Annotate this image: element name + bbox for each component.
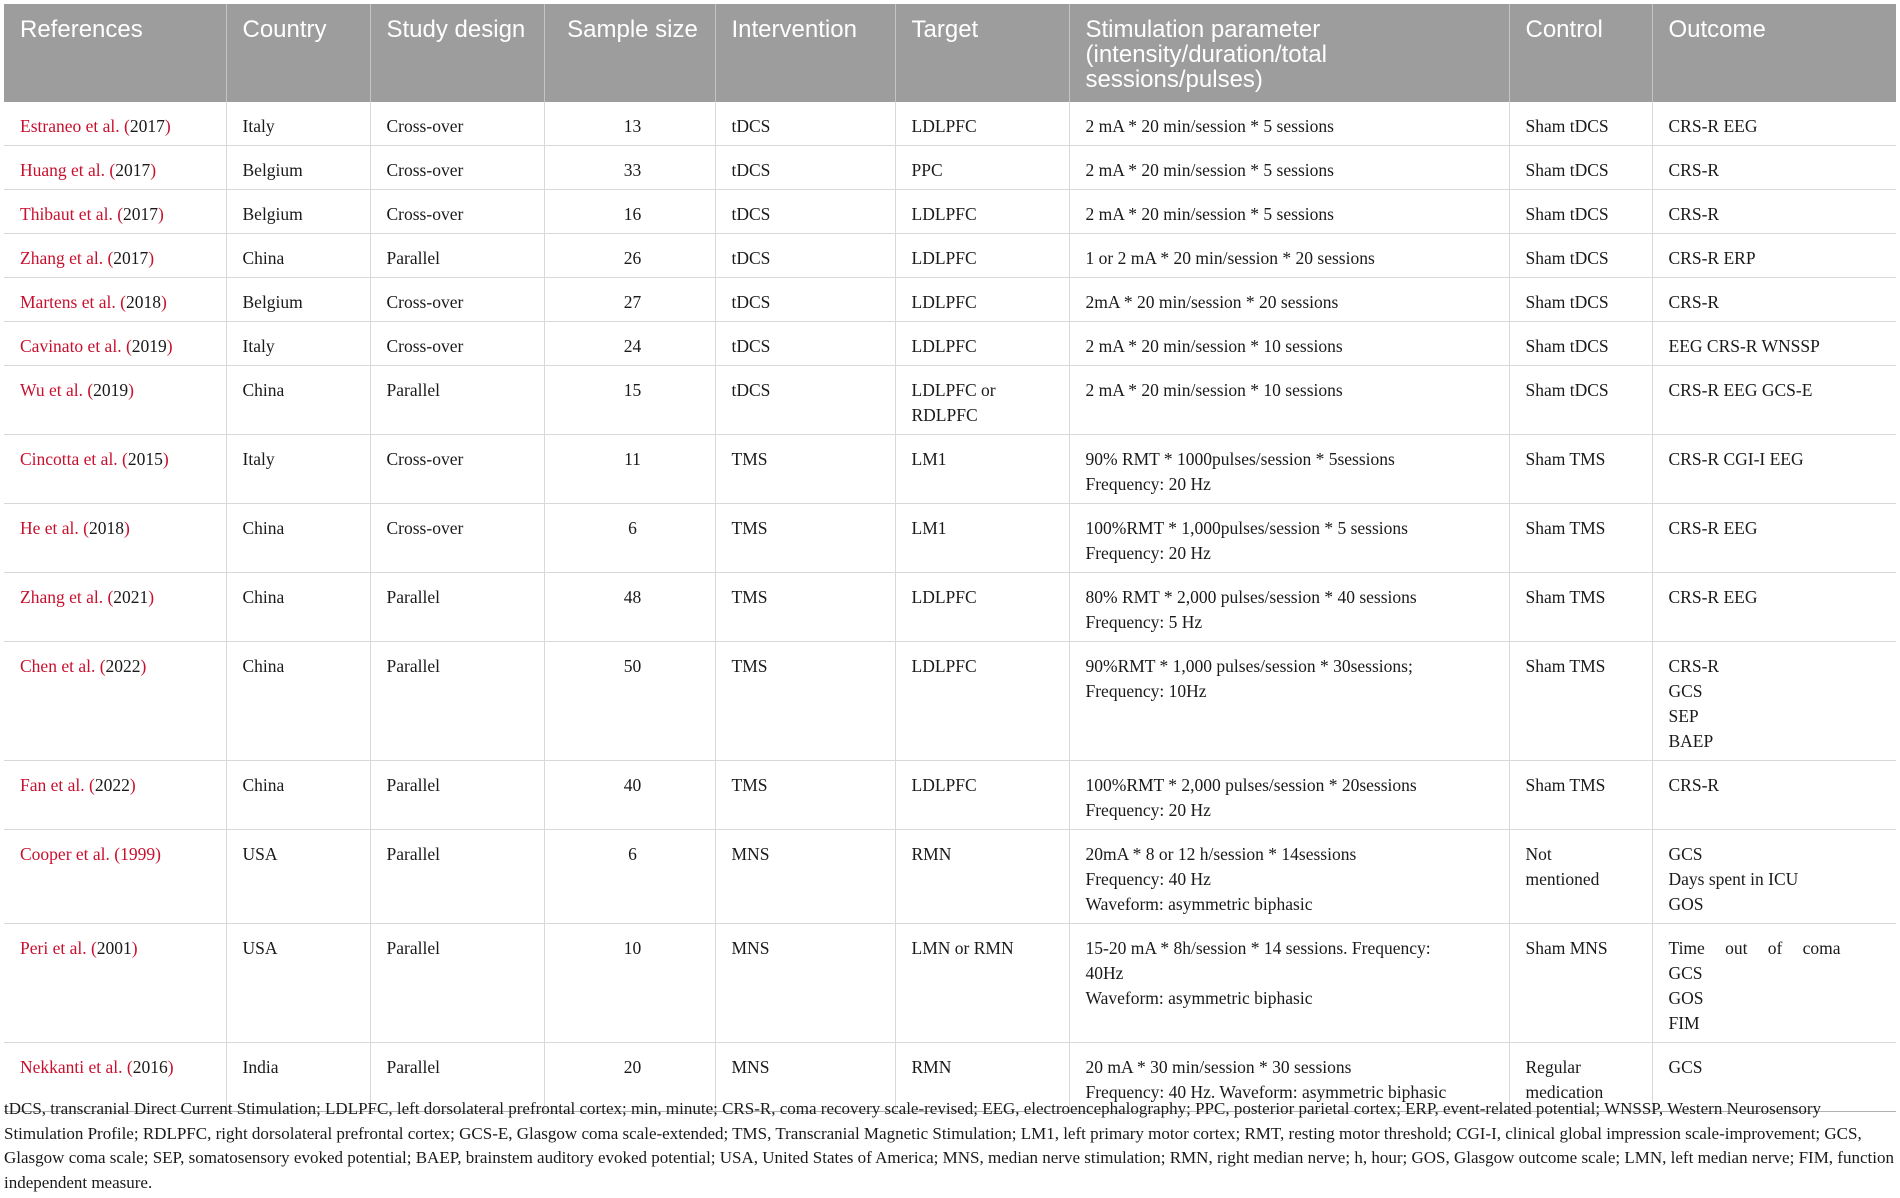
cell-reference <box>4 435 226 504</box>
reference-author[interactable]: Zhang et al. ( <box>20 587 114 607</box>
cell-study-design: Parallel <box>370 830 544 924</box>
cell-sample-size: 11 <box>544 435 715 504</box>
header-sample-size: Sample size <box>544 4 715 102</box>
cell-intervention: TMS <box>715 573 895 642</box>
reference-close: ) <box>131 938 138 958</box>
cell-country: China <box>226 234 370 278</box>
cell-control: Sham tDCS <box>1509 322 1652 366</box>
cell-country: Italy <box>226 435 370 504</box>
cell-target: LM1 <box>895 504 1069 573</box>
reference-year: 2017 <box>113 248 149 268</box>
table-row <box>4 435 1896 504</box>
cell-country: Belgium <box>226 278 370 322</box>
cell-sample-size: 27 <box>544 278 715 322</box>
cell-control: Sham TMS <box>1509 435 1652 504</box>
cell-outcome: CRS-R CGI-I EEG <box>1652 435 1896 504</box>
header-outcome: Outcome <box>1652 4 1896 102</box>
cell-outcome: CRS-R <box>1652 761 1896 830</box>
cell-study-design: Cross-over <box>370 102 544 146</box>
cell-study-design: Cross-over <box>370 146 544 190</box>
reference-author[interactable]: Cavinato et al. ( <box>20 336 132 356</box>
reference-close: ) <box>128 380 134 400</box>
cell-study-design: Parallel <box>370 573 544 642</box>
reference-close: ) <box>167 1057 174 1077</box>
cell-sample-size: 6 <box>544 830 715 924</box>
cell-reference <box>4 234 226 278</box>
cell-intervention: tDCS <box>715 146 895 190</box>
reference-year: 2015 <box>127 449 163 469</box>
reference-close: ) <box>140 656 147 676</box>
cell-control: Sham tDCS <box>1509 278 1652 322</box>
cell-intervention: TMS <box>715 642 895 761</box>
reference-close: ) <box>164 116 171 136</box>
cell-stimulation-parameter: 20 mA * 30 min/session * 30 sessions Frequency: 40 Hz. Waveform: asymmetric biphasic <box>1069 1043 1509 1112</box>
cell-outcome: CRS-R EEG <box>1652 504 1896 573</box>
cell-outcome: CRS-R <box>1652 190 1896 234</box>
reference-close: ) <box>148 248 155 268</box>
reference-close: ) <box>129 775 136 795</box>
table-row <box>4 190 1896 234</box>
reference-year: 2022 <box>105 656 141 676</box>
cell-intervention: tDCS <box>715 190 895 234</box>
cell-reference <box>4 102 226 146</box>
cell-intervention: MNS <box>715 1043 895 1112</box>
reference-year: 2018 <box>89 518 124 538</box>
cell-stimulation-parameter: 2 mA * 20 min/session * 10 sessions <box>1069 322 1509 366</box>
cell-study-design: Cross-over <box>370 435 544 504</box>
cell-stimulation-parameter: 2 mA * 20 min/session * 5 sessions <box>1069 190 1509 234</box>
table-footnote: tDCS, transcranial Direct Current Stimulation; LDLPFC, left dorsolateral prefrontal cortex; min, minute; CRS-R, coma recovery scale-revised; EEG, electroencephalography; PPC, posterior parietal cortex; ERP, event-related potential; WNSSP, Western Neurosensory Stimulation Profile; RDLPFC, right dorsolateral prefrontal cortex; GCS-E, Glasgow coma scale-extended; TMS, Transcranial Magnetic Stimulation; LM1, left primary motor cortex; RMT, resting motor threshold; CGI-I, clinical global impression scale-improvement; GCS, Glasgow coma scale; SEP, somatosensory evoked potential; BAEP, brainstem auditory evoked potential; USA, United States of America; MNS, median nerve stimulation; RMN, right median nerve; h, hour; GOS, Glasgow outcome scale; LMN, left median nerve; FIM, function independent measure. <box>4 1099 1894 1192</box>
table-row <box>4 322 1896 366</box>
cell-control: Sham TMS <box>1509 761 1652 830</box>
cell-outcome <box>1652 924 1896 1043</box>
header-references: References <box>4 4 226 102</box>
cell-target: LDLPFC <box>895 190 1069 234</box>
reference-year: 2001 <box>96 938 132 958</box>
reference-year: 2018 <box>125 292 161 312</box>
cell-country: USA <box>226 924 370 1043</box>
cell-target: LMN or RMN <box>895 924 1069 1043</box>
studies-table <box>4 4 1896 1112</box>
cell-control: Sham tDCS <box>1509 102 1652 146</box>
cell-sample-size: 40 <box>544 761 715 830</box>
reference-year: 2022 <box>94 775 130 795</box>
cell-stimulation-parameter: 90%RMT * 1,000 pulses/session * 30sessions; Frequency: 10Hz <box>1069 642 1509 761</box>
cell-control: Sham TMS <box>1509 642 1652 761</box>
cell-stimulation-parameter: 100%RMT * 2,000 pulses/session * 20sessions Frequency: 20 Hz <box>1069 761 1509 830</box>
reference-close: ) <box>124 518 130 538</box>
table-row <box>4 761 1896 830</box>
cell-intervention: TMS <box>715 435 895 504</box>
cell-intervention: tDCS <box>715 234 895 278</box>
cell-country: China <box>226 642 370 761</box>
cell-outcome: CRS-R EEG <box>1652 573 1896 642</box>
table-row <box>4 146 1896 190</box>
cell-control: Sham tDCS <box>1509 234 1652 278</box>
outcome-line: Time out of coma <box>1668 938 1841 958</box>
reference-close: ) <box>160 292 167 312</box>
reference-close: ) <box>158 204 164 224</box>
reference-author[interactable]: Peri et al. ( <box>20 938 97 958</box>
cell-stimulation-parameter: 2 mA * 20 min/session * 10 sessions <box>1069 366 1509 435</box>
cell-control: Sham TMS <box>1509 573 1652 642</box>
cell-reference <box>4 146 226 190</box>
reference-author[interactable]: Thibaut et al. ( <box>20 204 124 224</box>
cell-study-design: Cross-over <box>370 278 544 322</box>
cell-control: Regular medication <box>1509 1043 1652 1112</box>
cell-stimulation-parameter: 1 or 2 mA * 20 min/session * 20 sessions <box>1069 234 1509 278</box>
cell-sample-size: 13 <box>544 102 715 146</box>
header-country: Country <box>226 4 370 102</box>
cell-target: RMN <box>895 1043 1069 1112</box>
cell-control: Not mentioned <box>1509 830 1652 924</box>
cell-control: Sham tDCS <box>1509 366 1652 435</box>
cell-outcome: CRS-R EEG <box>1652 102 1896 146</box>
cell-intervention: tDCS <box>715 366 895 435</box>
reference-author[interactable]: Fan et al. ( <box>20 775 95 795</box>
table-row <box>4 278 1896 322</box>
table-row <box>4 642 1896 761</box>
reference-author[interactable]: Huang et al. ( <box>20 160 116 180</box>
cell-study-design: Cross-over <box>370 322 544 366</box>
table-row <box>4 504 1896 573</box>
cell-control: Sham MNS <box>1509 924 1652 1043</box>
cell-study-design: Parallel <box>370 642 544 761</box>
cell-target: LDLPFC <box>895 573 1069 642</box>
cell-stimulation-parameter: 80% RMT * 2,000 pulses/session * 40 sessions Frequency: 5 Hz <box>1069 573 1509 642</box>
cell-stimulation-parameter: 2 mA * 20 min/session * 5 sessions <box>1069 146 1509 190</box>
reference-author[interactable]: Nekkanti et al. ( <box>20 1057 133 1077</box>
reference-close: ) <box>150 160 157 180</box>
cell-stimulation-parameter: 100%RMT * 1,000pulses/session * 5 sessions Frequency: 20 Hz <box>1069 504 1509 573</box>
cell-study-design: Parallel <box>370 924 544 1043</box>
table-row <box>4 573 1896 642</box>
cell-target: LM1 <box>895 435 1069 504</box>
reference-close: ) <box>162 449 169 469</box>
cell-target: LDLPFC <box>895 278 1069 322</box>
reference-author[interactable]: Cooper et al. (1999) <box>20 844 161 864</box>
cell-sample-size: 20 <box>544 1043 715 1112</box>
cell-study-design: Parallel <box>370 1043 544 1112</box>
cell-intervention: TMS <box>715 761 895 830</box>
cell-stimulation-parameter: 2mA * 20 min/session * 20 sessions <box>1069 278 1509 322</box>
cell-sample-size: 48 <box>544 573 715 642</box>
cell-outcome: GCS Days spent in ICU GOS <box>1652 830 1896 924</box>
cell-stimulation-parameter: 90% RMT * 1000pulses/session * 5sessions Frequency: 20 Hz <box>1069 435 1509 504</box>
cell-intervention: tDCS <box>715 102 895 146</box>
cell-sample-size: 50 <box>544 642 715 761</box>
header-target: Target <box>895 4 1069 102</box>
header-intervention: Intervention <box>715 4 895 102</box>
reference-year: 2019 <box>131 336 167 356</box>
reference-year: 2017 <box>129 116 165 136</box>
reference-year: 2019 <box>93 380 129 400</box>
cell-stimulation-parameter: 15-20 mA * 8h/session * 14 sessions. Frequency: 40Hz Waveform: asymmetric biphasic <box>1069 924 1509 1043</box>
reference-year: 2016 <box>132 1057 168 1077</box>
cell-reference <box>4 504 226 573</box>
cell-sample-size: 24 <box>544 322 715 366</box>
cell-target: LDLPFC or RDLPFC <box>895 366 1069 435</box>
reference-author[interactable]: Zhang et al. ( <box>20 248 114 268</box>
reference-author[interactable]: He et al. ( <box>20 518 89 538</box>
cell-reference <box>4 761 226 830</box>
cell-stimulation-parameter: 2 mA * 20 min/session * 5 sessions <box>1069 102 1509 146</box>
cell-study-design: Parallel <box>370 234 544 278</box>
cell-target: LDLPFC <box>895 761 1069 830</box>
cell-study-design: Parallel <box>370 366 544 435</box>
studies-table-container <box>4 4 1896 1112</box>
cell-target: LDLPFC <box>895 322 1069 366</box>
cell-outcome: EEG CRS-R WNSSP <box>1652 322 1896 366</box>
cell-country: China <box>226 761 370 830</box>
cell-country: Belgium <box>226 146 370 190</box>
reference-author[interactable]: Cincotta et al. ( <box>20 449 128 469</box>
cell-outcome: CRS-R <box>1652 278 1896 322</box>
cell-country: India <box>226 1043 370 1112</box>
cell-outcome: CRS-R EEG GCS-E <box>1652 366 1896 435</box>
cell-target: LDLPFC <box>895 642 1069 761</box>
reference-author[interactable]: Martens et al. ( <box>20 292 126 312</box>
cell-control: Sham TMS <box>1509 504 1652 573</box>
reference-author[interactable]: Wu et al. ( <box>20 380 94 400</box>
cell-target: RMN <box>895 830 1069 924</box>
cell-reference <box>4 642 226 761</box>
cell-study-design: Cross-over <box>370 190 544 234</box>
cell-study-design: Cross-over <box>370 504 544 573</box>
table-body <box>4 102 1896 1112</box>
cell-reference <box>4 366 226 435</box>
cell-reference <box>4 322 226 366</box>
cell-outcome: CRS-R GCS SEP BAEP <box>1652 642 1896 761</box>
cell-stimulation-parameter: 20mA * 8 or 12 h/session * 14sessions Frequency: 40 Hz Waveform: asymmetric biphasic <box>1069 830 1509 924</box>
cell-intervention: MNS <box>715 924 895 1043</box>
cell-intervention: MNS <box>715 830 895 924</box>
outcome-rest: GCS GOS FIM <box>1668 963 1704 1033</box>
header-study-design: Study design <box>370 4 544 102</box>
reference-close: ) <box>148 587 155 607</box>
cell-control: Sham tDCS <box>1509 146 1652 190</box>
cell-target: LDLPFC <box>895 234 1069 278</box>
cell-target: LDLPFC <box>895 102 1069 146</box>
cell-outcome: CRS-R <box>1652 146 1896 190</box>
cell-country: China <box>226 504 370 573</box>
cell-sample-size: 26 <box>544 234 715 278</box>
cell-intervention: tDCS <box>715 322 895 366</box>
cell-intervention: TMS <box>715 504 895 573</box>
table-row <box>4 924 1896 1043</box>
cell-sample-size: 16 <box>544 190 715 234</box>
header-control: Control <box>1509 4 1652 102</box>
table-row <box>4 366 1896 435</box>
cell-sample-size: 10 <box>544 924 715 1043</box>
cell-control: Sham tDCS <box>1509 190 1652 234</box>
cell-reference <box>4 190 226 234</box>
table-row <box>4 830 1896 924</box>
reference-year: 2017 <box>115 160 151 180</box>
header-stimulation-parameter: Stimulation parameter (intensity/duration/total sessions/pulses) <box>1069 4 1509 102</box>
cell-reference <box>4 924 226 1043</box>
cell-intervention: tDCS <box>715 278 895 322</box>
reference-close: ) <box>166 336 173 356</box>
cell-country: China <box>226 573 370 642</box>
cell-reference <box>4 278 226 322</box>
cell-country: Belgium <box>226 190 370 234</box>
header-row <box>4 4 1896 102</box>
table-header <box>4 4 1896 102</box>
cell-reference <box>4 830 226 924</box>
table-row <box>4 102 1896 146</box>
table-row <box>4 234 1896 278</box>
cell-sample-size: 15 <box>544 366 715 435</box>
reference-year: 2021 <box>113 587 149 607</box>
reference-author[interactable]: Estraneo et al. ( <box>20 116 130 136</box>
cell-country: Italy <box>226 322 370 366</box>
cell-country: Italy <box>226 102 370 146</box>
cell-outcome: CRS-R ERP <box>1652 234 1896 278</box>
cell-target: PPC <box>895 146 1069 190</box>
reference-author[interactable]: Chen et al. ( <box>20 656 106 676</box>
cell-country: China <box>226 366 370 435</box>
cell-sample-size: 33 <box>544 146 715 190</box>
cell-country: USA <box>226 830 370 924</box>
cell-outcome: GCS <box>1652 1043 1896 1112</box>
cell-sample-size: 6 <box>544 504 715 573</box>
cell-study-design: Parallel <box>370 761 544 830</box>
reference-year: 2017 <box>123 204 159 224</box>
cell-reference <box>4 573 226 642</box>
